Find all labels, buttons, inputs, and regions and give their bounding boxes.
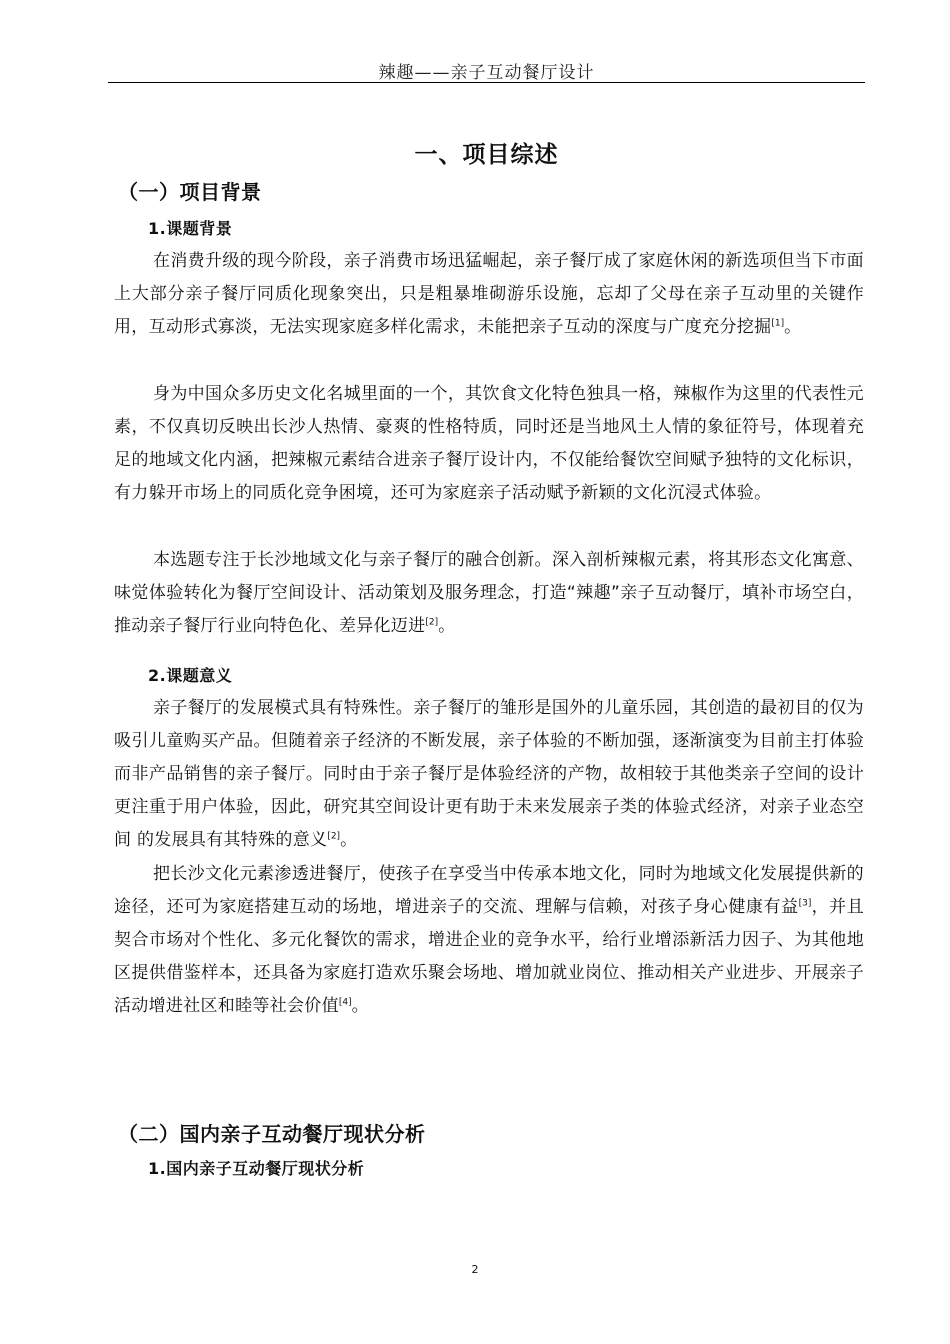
chapter-title: 一、项目综述 [414, 142, 559, 168]
citation-ref: [2] [425, 617, 439, 628]
subsection-heading-domestic-status: 1.国内亲子互动餐厅现状分析 [148, 1159, 365, 1178]
citation-ref: [4] [338, 997, 352, 1008]
paragraph: 在消费升级的现今阶段，亲子消费市场迅猛崛起，亲子餐厅成了家庭休闲的新选项但当下市面上大部分亲子餐厅同质化现象突出，只是粗暴堆砌游乐设施，忘却了父母在亲子互动里的关键作用，互动形式寡淡，无法实现家庭多样化需求，未能把亲子互动的深度与广度充分挖掘[1]。 [114, 251, 864, 337]
page-number: 2 [471, 1263, 479, 1276]
section-heading-background: （一）项目背景 [118, 180, 262, 204]
paragraph: 亲子餐厅的发展模式具有特殊性。亲子餐厅的雏形是国外的儿童乐园，其创造的最初目的仅为吸引儿童购买产品。但随着亲子经济的不断发展，亲子体验的不断加强，逐渐演变为目前主打体验而非产品销售的亲子餐厅。同时由于亲子餐厅是体验经济的产物，故相较于其他类亲子空间的设计更注重于用户体验，因此，研究其空间设计更有助于未来发展亲子类的体验式经济，对亲子业态空间 的发展具有其特殊的意义[2]。 [114, 698, 864, 850]
subsection-heading-topic-significance: 2.课题意义 [148, 666, 233, 685]
section-heading-status-analysis: （二）国内亲子互动餐厅现状分析 [118, 1122, 426, 1146]
paragraph: 身为中国众多历史文化名城里面的一个，其饮食文化特色独具一格，辣椒作为这里的代表性元素，不仅真切反映出长沙人热情、豪爽的性格特质，同时还是当地风土人情的象征符号，体现着充足的地域文化内涵，把辣椒元素结合进亲子餐厅设计内，不仅能给餐饮空间赋予独特的文化标识，有力躲开市场上的同质化竞争困境，还可为家庭亲子活动赋予新颖的文化沉浸式体验。 [114, 384, 864, 503]
citation-ref: [2] [327, 831, 341, 842]
subsection-heading-topic-background: 1.课题背景 [148, 219, 233, 238]
citation-ref: [3] [798, 898, 812, 909]
header-divider [108, 82, 865, 83]
running-header: 辣趣——亲子互动餐厅设计 [378, 63, 595, 83]
paragraph: 把长沙文化元素渗透进餐厅，使孩子在享受当中传承本地文化，同时为地域文化发展提供新的途径，还可为家庭搭建互动的场地，增进亲子的交流、理解与信赖，对孩子身心健康有益[3]，并且契合市场对个性化、多元化餐饮的需求，增进企业的竞争水平，给行业增添新活力因子、为其他地区提供借鉴样本，还具备为家庭打造欢乐聚会场地、增加就业岗位、推动相关产业进步、开展亲子活动增进社区和睦等社会价值[4]。 [114, 864, 864, 1016]
citation-ref: [1] [771, 318, 785, 329]
paragraph: 本选题专注于长沙地域文化与亲子餐厅的融合创新。深入剖析辣椒元素，将其形态文化寓意、味觉体验转化为餐厅空间设计、活动策划及服务理念，打造“辣趣”亲子互动餐厅，填补市场空白，推动亲子餐厅行业向特色化、差异化迈进[2]。 [114, 550, 864, 636]
